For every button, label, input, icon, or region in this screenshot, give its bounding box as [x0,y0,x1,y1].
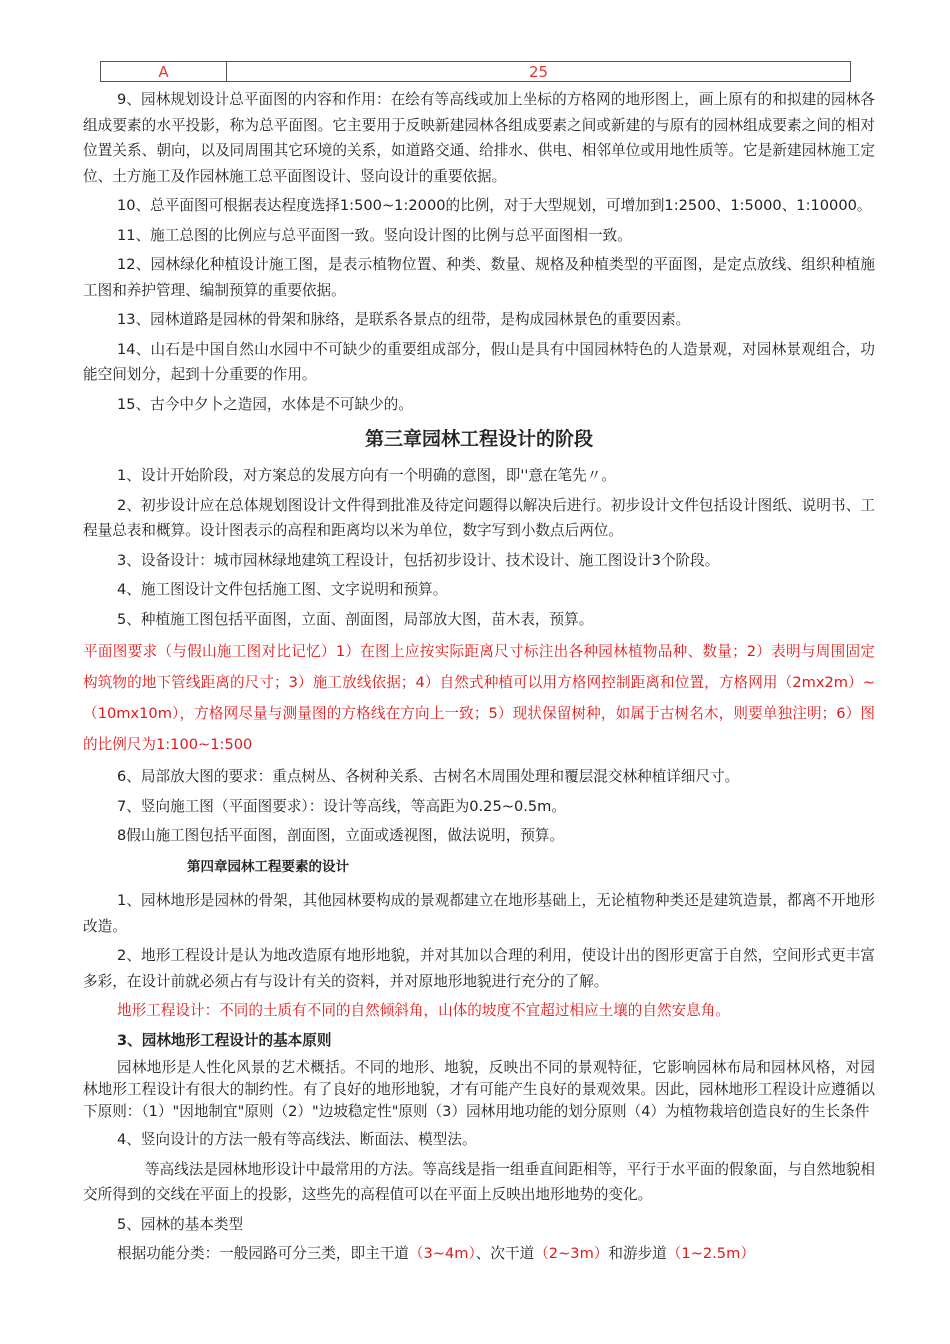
ch4-item-3-title: 3、园林地形工程设计的基本原则 [117,1031,332,1049]
red-note-terrain: 地形工程设计：不同的土质有不同的自然倾斜角，山体的坡度不宜超过相应土壤的自然安息角。 [117,1002,730,1019]
ch3-item-5: 5、种植施工图包括平面图，立面、剖面图，局部放大图，苗木表，预算。 [117,610,594,628]
ch3-item-7: 7、竖向施工图（平面图要求）：设计等高线，等高距为0.25~0.5m。 [117,797,566,815]
item-13: 13、园林道路是园林的骨架和脉络，是联系各景点的纽带，是构成园林景色的重要因素。 [117,311,691,328]
ch3-item-4: 4、施工图设计文件包括施工图、文字说明和预算。 [117,581,448,598]
ch4-item-5: 5、园林的基本类型 [117,1215,244,1233]
item-11: 11、施工总图的比例应与总平面图一致。竖向设计图的比例与总平面图相一致。 [117,226,632,244]
ch4-item-3-body: 园林地形是人性化风景的艺术概括。不同的地形、地貌，反映出不同的景观特征，它影响园林布局和园林风格，对园林地形工程设计有很大的制约性。有了良好的地形地貌，才有可能产生良好的景观效果。因此，园林地形工程设计应遵循以下原则：（1）"因地制宜"原则（2）"边坡稳定性"原则（3）园林用地功能的划分原则（4）为植物栽培创造良好的生长条件 [83,1059,875,1120]
secondary-road-width: （2~3m） [534,1245,609,1262]
item-14: 14、山石是中国自然山水园中不可缺少的重要组成部分，假山是具有中国园林特色的人造景观，对园林景观组合，功能空间划分，起到十分重要的作用。 [83,340,875,383]
ch3-item-3: 3、设备设计：城市园林绿地建筑工程设计，包括初步设计、技术设计、施工图设计3个阶段。 [117,551,720,569]
item-10: 10、总平面图可根据表达程度选择1:500~1:2000的比例，对于大型规划，可增加到1:2500、1:5000、1:10000。 [117,197,872,214]
footpath-width: （1~2.5m） [666,1245,755,1262]
ch3-item-6: 6、局部放大图的要求：重点树丛、各树种关系、古树名木周围处理和覆层混交林种植详细尺寸。 [117,768,740,785]
ch3-item-2: 2、初步设计应在总体规划图设计文件得到批准及待定问题得以解决后进行。初步设计文件包括设计图纸、说明书、工程量总表和概算。设计图表示的高程和距离均以米为单位，数字写到小数点后两位。 [83,496,875,539]
chapter-3-title: 第三章园林工程设计的阶段 [364,428,593,450]
table-cell-a: A [101,62,227,81]
item-12: 12、园林绿化种植设计施工图，是表示植物位置、种类、数量、规格及种植类型的平面图，是定点放线、组织种植施工图和养护管理、编制预算的重要依据。 [83,256,875,299]
item-9: 9、园林规划设计总平面图的内容和作用：在绘有等高线或加上坐标的方格网的地形图上，画上原有的和拟建的园林各组成要素的水平投影，称为总平面图。它主要用于反映新建园林各组成要素之间或新建的与原有的园林组成要素之间的相对位置关系、朝向，以及同周围其它环境的关系，如道路交通、给排水、供电、相邻单位或用地性质等。它是新建园林施工定位、土方施工及作园林施工总平面图设计、竖向设计的重要依据。 [83,91,875,185]
document-body [83,87,875,1271]
ch4-item-1: 1、园林地形是园林的骨架，其他园林要构成的景观都建立在地形基础上，无论植物种类还是建筑造景，都离不开地形改造。 [83,892,875,935]
ch4-item-4-body: 等高线法是园林地形设计中最常用的方法。等高线是指一组垂直间距相等，平行于水平面的假象面，与自然地貌相交所得到的交线在平面上的投影，这些先的高程值可以在平面上反映出地形地势的变化。 [83,1160,875,1203]
ch4-item-4: 4、竖向设计的方法一般有等高线法、断面法、模型法。 [117,1131,477,1148]
table-cell-b: 25 [528,63,549,81]
ch3-item-1: 1、设计开始阶段，对方案总的发展方向有一个明确的意图，即''意在笔先〃。 [117,467,616,484]
road-classification-text: 根据功能分类：一般园路可分三类，即主干道 [117,1245,409,1262]
score-table [100,61,851,82]
ch4-item-2: 2、地形工程设计是认为地改造原有地形地貌，并对其加以合理的利用，使设计出的图形更富于自然，空间形式更丰富多彩，在设计前就必须占有与设计有关的资料，并对原地形地貌进行充分的了解。 [83,947,875,990]
red-note-plan-requirements: 平面图要求（与假山施工图对比记忆）1）在图上应按实际距离尺寸标注出各种园林植物品种、数量；2）表明与周围固定构筑物的地下管线距离的尺寸；3）施工放线依据；4）自然式种植可以用方格网控制距离和位置，方格网用（2mx2m）~（10mx10m），方格网尽量与测量图的方格线在方向上一致；5）现状保留树种，如属于古树名木，则要单独注明；6）图的比例尺为1:100~1:500 [83,643,875,753]
secondary-road-label: 、次干道 [475,1245,535,1262]
ch4-item-5-body [83,1241,875,1267]
item-15: 15、古今中夕卜之造园，水体是不可缺少的。 [117,395,413,413]
footpath-label: 和游步道 [608,1245,667,1262]
main-road-width: （3~4m） [408,1245,476,1262]
chapter-4-title: 第四章园林工程要素的设计 [187,858,349,875]
ch3-item-8: 8假山施工图包括平面图，剖面图，立面或透视图，做法说明，预算。 [117,827,565,844]
